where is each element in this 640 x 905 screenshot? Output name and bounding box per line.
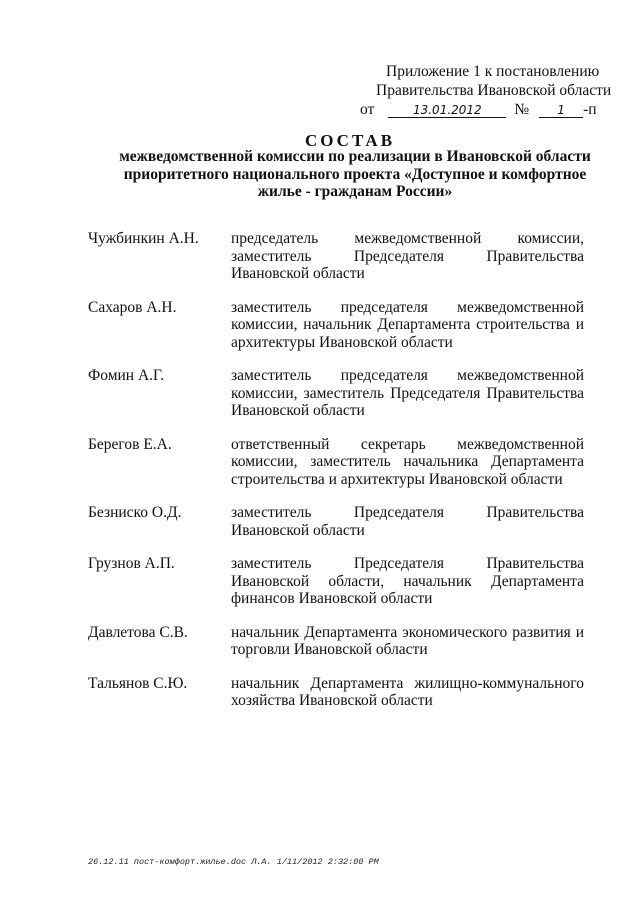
member-row [88,624,584,659]
member-row [88,504,584,539]
member-row [88,436,584,489]
appendix-header [360,62,612,119]
member-name: Сахаров А.Н. [88,298,177,316]
member-name: Берегов Е.А. [88,435,172,453]
number-label: № [514,101,530,118]
number-suffix: -п [583,101,597,118]
member-role: ответственный секретарь межведомственной комиссии, заместитель начальника Департамента строительства и архитектуры Ивановской области [231,435,584,488]
member-name: Фомин А.Г. [88,367,165,384]
document-title: СОСТАВ [304,131,396,150]
file-path-footer: 26.12.11 пост-комфорт.жилье.doc Л.А. 1/11/2012 2:32:00 PM [88,857,379,867]
member-name: Чужбинкин А.Н. [88,230,199,247]
member-role: начальник Департамента жилищно-коммунального хозяйства Ивановской области [231,674,584,709]
member-row [88,555,584,608]
appendix-line-2: Правительства Ивановской области [376,82,612,99]
member-row [88,299,584,352]
member-row [88,230,584,283]
member-role: заместитель Председателя Правительства Ивановской области, начальник Департамента финансов Ивановской области [231,555,584,607]
member-row [88,367,584,420]
member-name: Тальянов С.Ю. [88,674,188,692]
member-role: председатель межведомственной комиссии, заместитель Председателя Правительства Ивановской области [231,230,584,282]
member-row [88,675,584,710]
appendix-date-number-line [360,100,600,119]
member-name: Грузнов А.П. [88,555,175,572]
member-name: Безниско О.Д. [88,504,182,521]
member-role: заместитель Председателя Правительства Ивановской области [231,504,584,539]
member-role: заместитель председателя межведомственной комиссии, заместитель Председателя Правительства Ивановской области [231,367,584,419]
members-list [88,230,584,710]
member-role: начальник Департамента экономического развития и торговли Ивановской области [231,623,584,658]
appendix-line-1: Приложение 1 к постановлению [386,63,600,80]
handwritten-date: 13.01.2012 [388,103,506,118]
handwritten-number: 1 [539,103,583,118]
member-name: Давлетова С.В. [88,623,188,641]
member-role: заместитель председателя межведомственной комиссии, начальник Департамента строительства и архитектуры Ивановской области [231,298,584,351]
from-label: от [360,101,375,118]
document-subtitle: межведомственной комиссии по реализации в Ивановской области приоритетного национального проекта «Доступное и комфортное жилье - гражданам России» [119,148,591,200]
